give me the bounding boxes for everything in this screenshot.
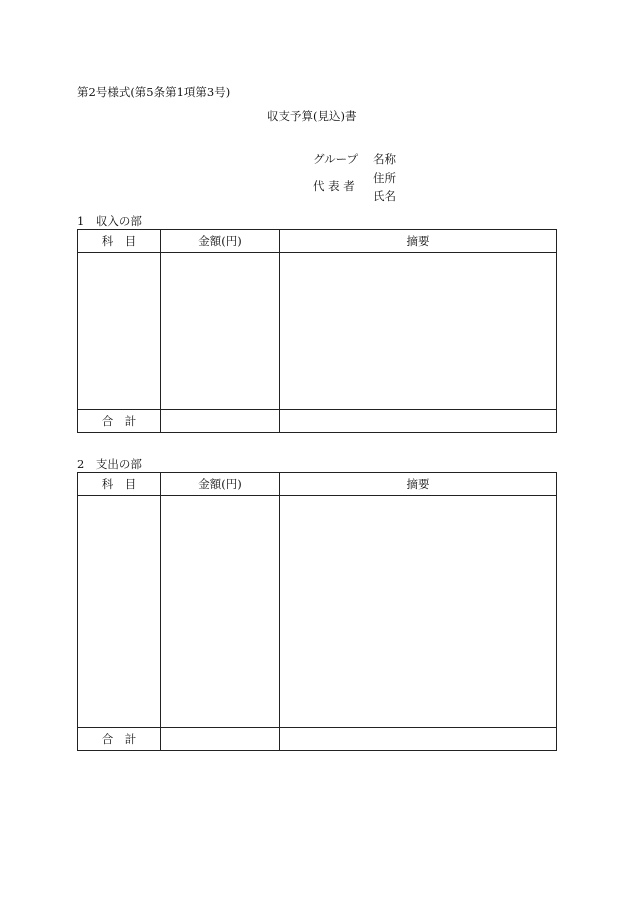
- expense-summary-cell[interactable]: [280, 496, 557, 728]
- document-title: 収支予算(見込)書: [267, 109, 357, 123]
- income-amount-header: 金額(円): [161, 230, 280, 253]
- person-name-label: 氏名: [373, 189, 396, 203]
- income-item-header: 科 目: [78, 230, 161, 253]
- income-entry-row: [78, 253, 557, 410]
- form-number: 第2号様式(第5条第1項第3号): [77, 85, 231, 99]
- address-label: 住所: [373, 171, 396, 185]
- income-amount-cell[interactable]: [161, 253, 280, 410]
- expense-summary-header: 摘要: [280, 473, 557, 496]
- expense-item-header: 科 目: [78, 473, 161, 496]
- expense-item-cell[interactable]: [78, 496, 161, 728]
- expense-total-label: 合 計: [78, 728, 161, 751]
- income-total-label: 合 計: [78, 410, 161, 433]
- expense-header-row: [78, 473, 557, 496]
- expense-total-amount-cell[interactable]: [161, 728, 280, 751]
- expense-table: [77, 472, 557, 751]
- income-item-cell[interactable]: [78, 253, 161, 410]
- income-heading: 1 収入の部: [77, 214, 142, 228]
- income-summary-cell[interactable]: [280, 253, 557, 410]
- income-total-summary-cell[interactable]: [280, 410, 557, 433]
- income-total-row: [78, 410, 557, 433]
- expense-amount-header: 金額(円): [161, 473, 280, 496]
- income-summary-header: 摘要: [280, 230, 557, 253]
- group-name-label: 名称: [373, 152, 396, 166]
- income-total-amount-cell[interactable]: [161, 410, 280, 433]
- expense-total-row: [78, 728, 557, 751]
- expense-amount-cell[interactable]: [161, 496, 280, 728]
- expense-total-summary-cell[interactable]: [280, 728, 557, 751]
- group-label: グループ: [313, 152, 359, 166]
- income-table: [77, 229, 557, 433]
- representative-label: 代 表 者: [313, 179, 355, 193]
- expense-heading: 2 支出の部: [77, 457, 142, 471]
- expense-entry-row: [78, 496, 557, 728]
- income-header-row: [78, 230, 557, 253]
